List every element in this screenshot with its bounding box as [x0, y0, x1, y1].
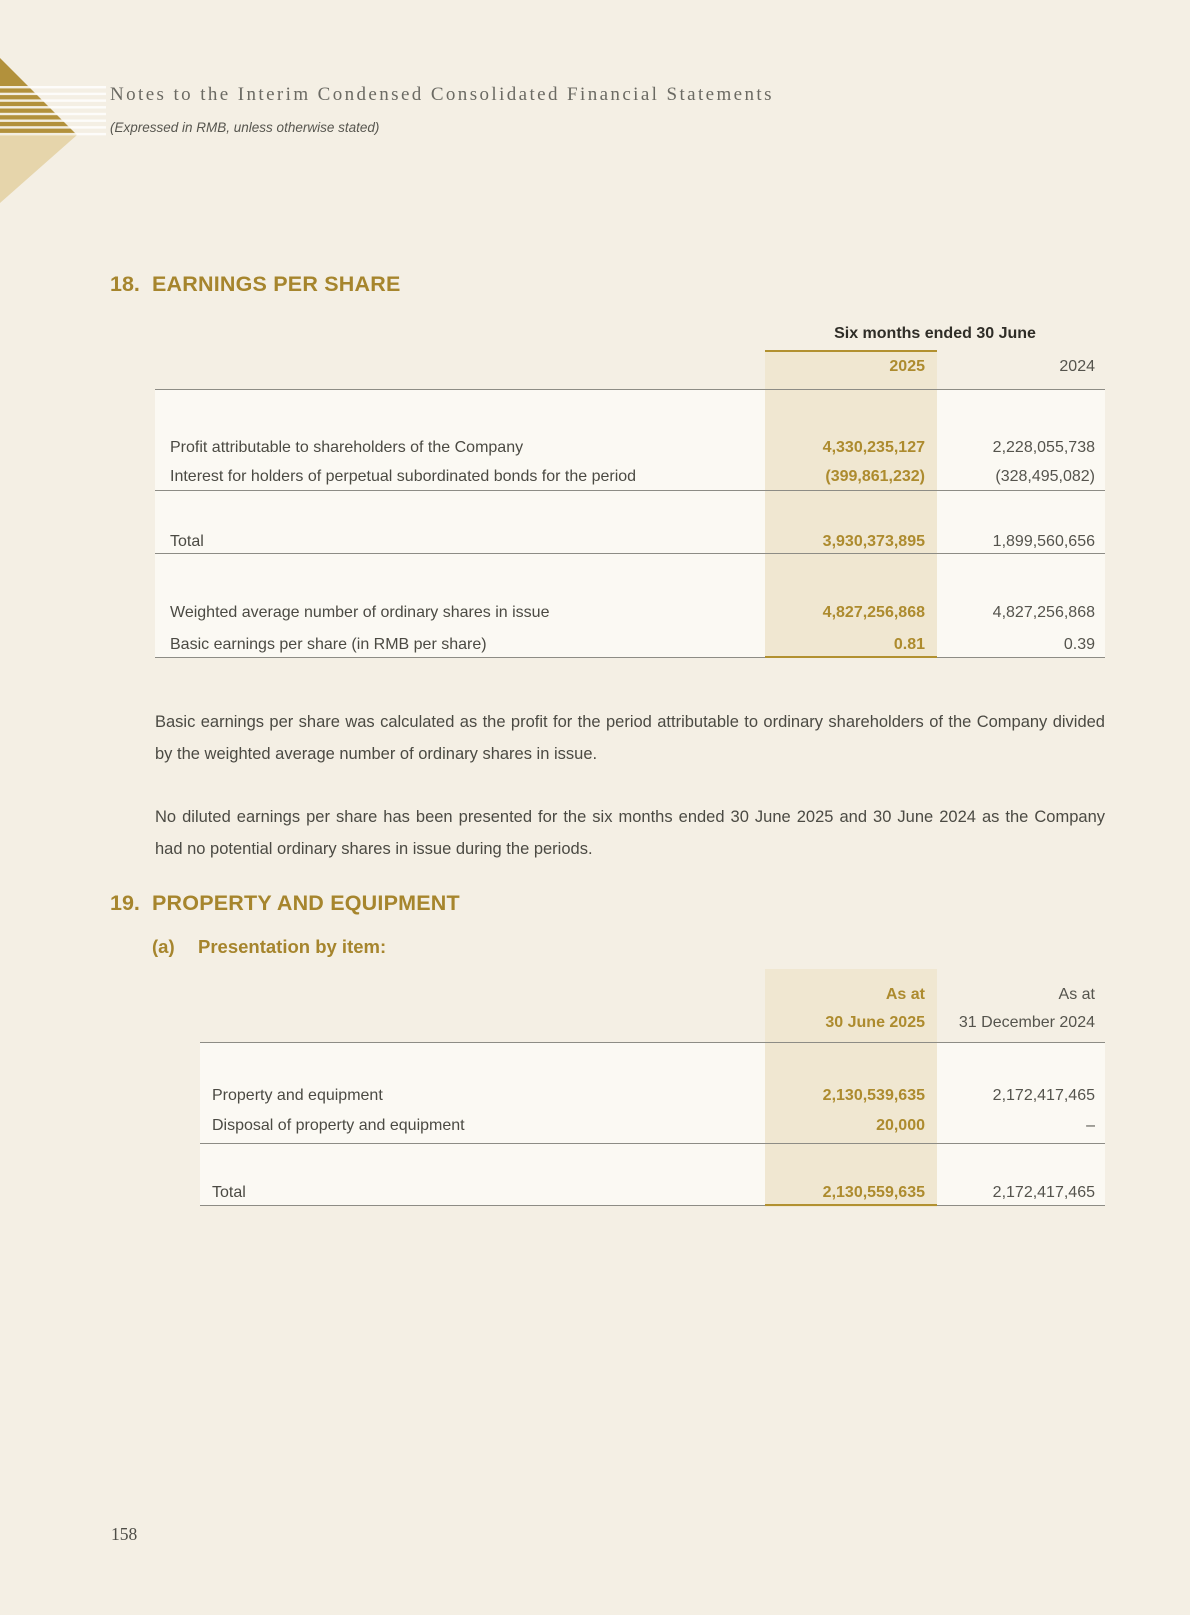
gold-rule — [765, 656, 937, 658]
value-2024: 0.39 — [1063, 636, 1095, 653]
page-number: 158 — [111, 1524, 138, 1544]
table-rule — [155, 490, 1105, 491]
column-header-row — [155, 357, 1105, 376]
column-header-date-2025: 30 June 2025 — [825, 1014, 925, 1031]
value-2025: 4,330,235,127 — [822, 439, 925, 456]
value-2025: 3,930,373,895 — [822, 533, 925, 550]
row-label: Weighted average number of ordinary shares in issue — [170, 604, 550, 621]
value-2025: 4,827,256,868 — [822, 604, 925, 621]
gold-rule — [765, 350, 937, 352]
column-header-2024: 2024 — [1059, 358, 1095, 375]
paragraph-basic-eps: Basic earnings per share was calculated as the profit for the period attributable to ordinary shareholders of the Company divided by the weighted average number of ordinary shares in issue. — [155, 713, 1105, 763]
section-19-title: PROPERTY AND EQUIPMENT — [152, 891, 460, 915]
table-row — [155, 603, 1105, 622]
earnings-per-share-table — [155, 325, 1105, 661]
section-19a-title: Presentation by item: — [198, 936, 387, 957]
table-rule — [200, 1143, 1105, 1144]
section-18-title: EARNINGS PER SHARE — [152, 272, 401, 296]
value-2024: 2,172,417,465 — [992, 1184, 1095, 1201]
table-rule — [155, 553, 1105, 554]
value-2025: 0.81 — [893, 636, 925, 653]
value-2025: 2,130,559,635 — [822, 1184, 925, 1201]
table-rule — [155, 657, 1105, 658]
gold-rule — [765, 1204, 937, 1206]
value-2025: 2,130,539,635 — [822, 1087, 925, 1104]
row-label: Property and equipment — [212, 1087, 383, 1104]
value-2024: – — [1086, 1117, 1095, 1134]
column-header-2025: 2025 — [889, 358, 925, 375]
period-header: Six months ended 30 June — [834, 325, 1036, 342]
column-header-asat-2025: As at — [885, 986, 925, 1003]
table-rule — [155, 389, 1105, 390]
table-row — [155, 635, 1105, 654]
table-rule — [200, 1042, 1105, 1043]
section-18-number: 18. — [110, 272, 140, 296]
value-2025: (399,861,232) — [825, 468, 925, 485]
column-header-date-2024: 31 December 2024 — [958, 1014, 1095, 1031]
column-header-asat-2024: As at — [1058, 986, 1095, 1003]
row-label: Interest for holders of perpetual subordinated bonds for the period — [170, 468, 637, 485]
row-label: Total — [212, 1184, 246, 1201]
section-19a-number: (a) — [152, 936, 175, 957]
value-2024: 1,899,560,656 — [992, 533, 1095, 550]
value-2024: 4,827,256,868 — [992, 604, 1095, 621]
table-row-total — [155, 532, 1105, 551]
corner-triangle-decoration — [0, 50, 120, 210]
row-label: Basic earnings per share (in RMB per share) — [170, 636, 487, 653]
value-2025: 20,000 — [876, 1117, 925, 1134]
row-label: Profit attributable to shareholders of the Company — [170, 439, 524, 456]
value-2024: 2,172,417,465 — [992, 1087, 1095, 1104]
row-label: Disposal of property and equipment — [212, 1117, 465, 1134]
table-row — [200, 1086, 1105, 1105]
paragraph-diluted-eps: No diluted earnings per share has been presented for the six months ended 30 June 2025 and 30 June 2024 as the Company had no potential ordinary shares in issue during the periods. — [155, 808, 1105, 858]
section-19-number: 19. — [110, 891, 140, 915]
table-row — [200, 1116, 1105, 1135]
row-label: Total — [170, 533, 204, 550]
table-row — [155, 438, 1105, 457]
column-header-row — [200, 985, 1105, 1004]
property-equipment-table — [200, 969, 1105, 1209]
table-row-total — [200, 1183, 1105, 1202]
document-title: Notes to the Interim Condensed Consolidated Financial Statements — [110, 84, 774, 105]
value-2024: 2,228,055,738 — [992, 439, 1095, 456]
value-2024: (328,495,082) — [995, 468, 1095, 485]
table-rule — [200, 1205, 1105, 1206]
column-header-row — [200, 1013, 1105, 1032]
document-subtitle: (Expressed in RMB, unless otherwise stated) — [110, 120, 380, 135]
table-row — [155, 467, 1105, 486]
